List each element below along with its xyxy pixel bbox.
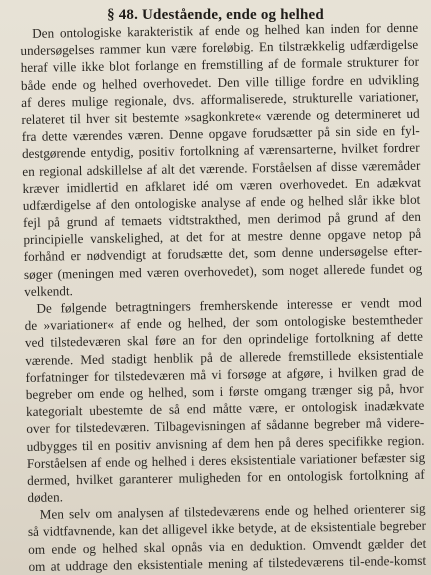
text-line: de »variationer« af ende og helhed, der som ontologiske bestemtheder <box>24 311 423 334</box>
text-line: destgørende entydig, positiv fortolkning af værensarterne, hvilket fordrer <box>21 140 420 162</box>
body-text <box>20 19 427 575</box>
text-line: udfærdigelse af den ontologiske analyse af ende og helhed slår ikke blot <box>22 191 421 213</box>
text-line: relateret til hver sit bestemte »sagkonkrete« værende og determineret ud <box>21 105 420 127</box>
text-line: principielle vanskelighed, at det for at mestre denne opgave netop på <box>23 225 422 248</box>
text-line: fra dette værendes væren. Denne opgave forudsætter på sin side en fyl- <box>21 122 420 145</box>
text-line: både ende og helhed overhovedet. Den ville tillige fordre en udvikling <box>20 71 419 93</box>
text-line: en regional adskillelse af alt det værende. Forståelsen af disse væremåder <box>22 157 421 179</box>
text-line: forfatninger for tilstedeværen må vi forsøge at afgøre, i hvilken grad de <box>25 363 425 385</box>
text-line: ved tilstedeværen skal føre an for den oprindelige fortolkning af dette <box>24 329 423 351</box>
text-line: kategorialt ubestemte de så end måtte være, er ontologisk inadækvate <box>25 397 425 420</box>
text-line: af deres mulige regionale, dvs. afformaliserede, strukturelle variationer, <box>21 88 419 110</box>
text-line: over for tilstedeværen. Tilbagevisningen af sådanne begreber må videre- <box>26 415 425 437</box>
text-line: søger (meningen med væren overhovedet), som noget allerede fundet og <box>23 260 423 282</box>
text-line: Den ontologiske karakteristik af ende og helhed kan inden for denne <box>32 19 419 41</box>
text-line: forhånd er nødvendigt at forudsætte det, som denne undersøgelse efter- <box>23 243 423 265</box>
text-line: fejl på grund af temaets vidtstrakthed, men derimod på grund af den <box>22 208 422 231</box>
text-line: døden. <box>27 489 64 506</box>
text-line: så vidtfavnende, kan det alligevel ikke betyde, at de eksistentiale begreber <box>27 518 427 540</box>
text-line: heraf ville ikke blot forlange en fremstilling af de formale strukturer for <box>20 54 420 76</box>
text-line: kræver imidlertid en afklaret idé om væren overhovedet. En adækvat <box>22 174 421 196</box>
text-line: De følgende betragtningers fremherskende interesse er vendt mod <box>36 294 423 316</box>
text-line: Men selv om analysen af tilstedeværens ende og helhed orienterer sig <box>39 500 426 523</box>
section-heading: § 48. Udestående, ende og helhed <box>107 7 324 23</box>
text-line: Forståelsen af ende og helhed i deres eksistentiale variationer befæster sig <box>26 449 426 471</box>
text-line: dermed, hvilket garanterer muligheden for en ontologisk fortolkning af <box>27 466 425 488</box>
text-line: undersøgelses rammer kun være foreløbig. En tilstrækkelig udfærdigelse <box>20 36 419 59</box>
text-line: om ende og helhed skal opnås via en deduktion. Omvendt gælder det <box>28 535 427 557</box>
text-line: om at uddrage den eksistentiale mening af tilstedeværens til-ende-komst <box>28 552 427 574</box>
text-line: begreber om ende og helhed, som i første omgang trænger sig på, hvor <box>25 380 424 402</box>
text-line: velkendt. <box>24 283 74 299</box>
text-line: udbygges til en positiv anvisning af dem hen på deres specifikke region. <box>26 432 425 454</box>
text-line: værende. Med stadigt henblik på de allerede fremstillede eksistentiale <box>25 346 424 368</box>
